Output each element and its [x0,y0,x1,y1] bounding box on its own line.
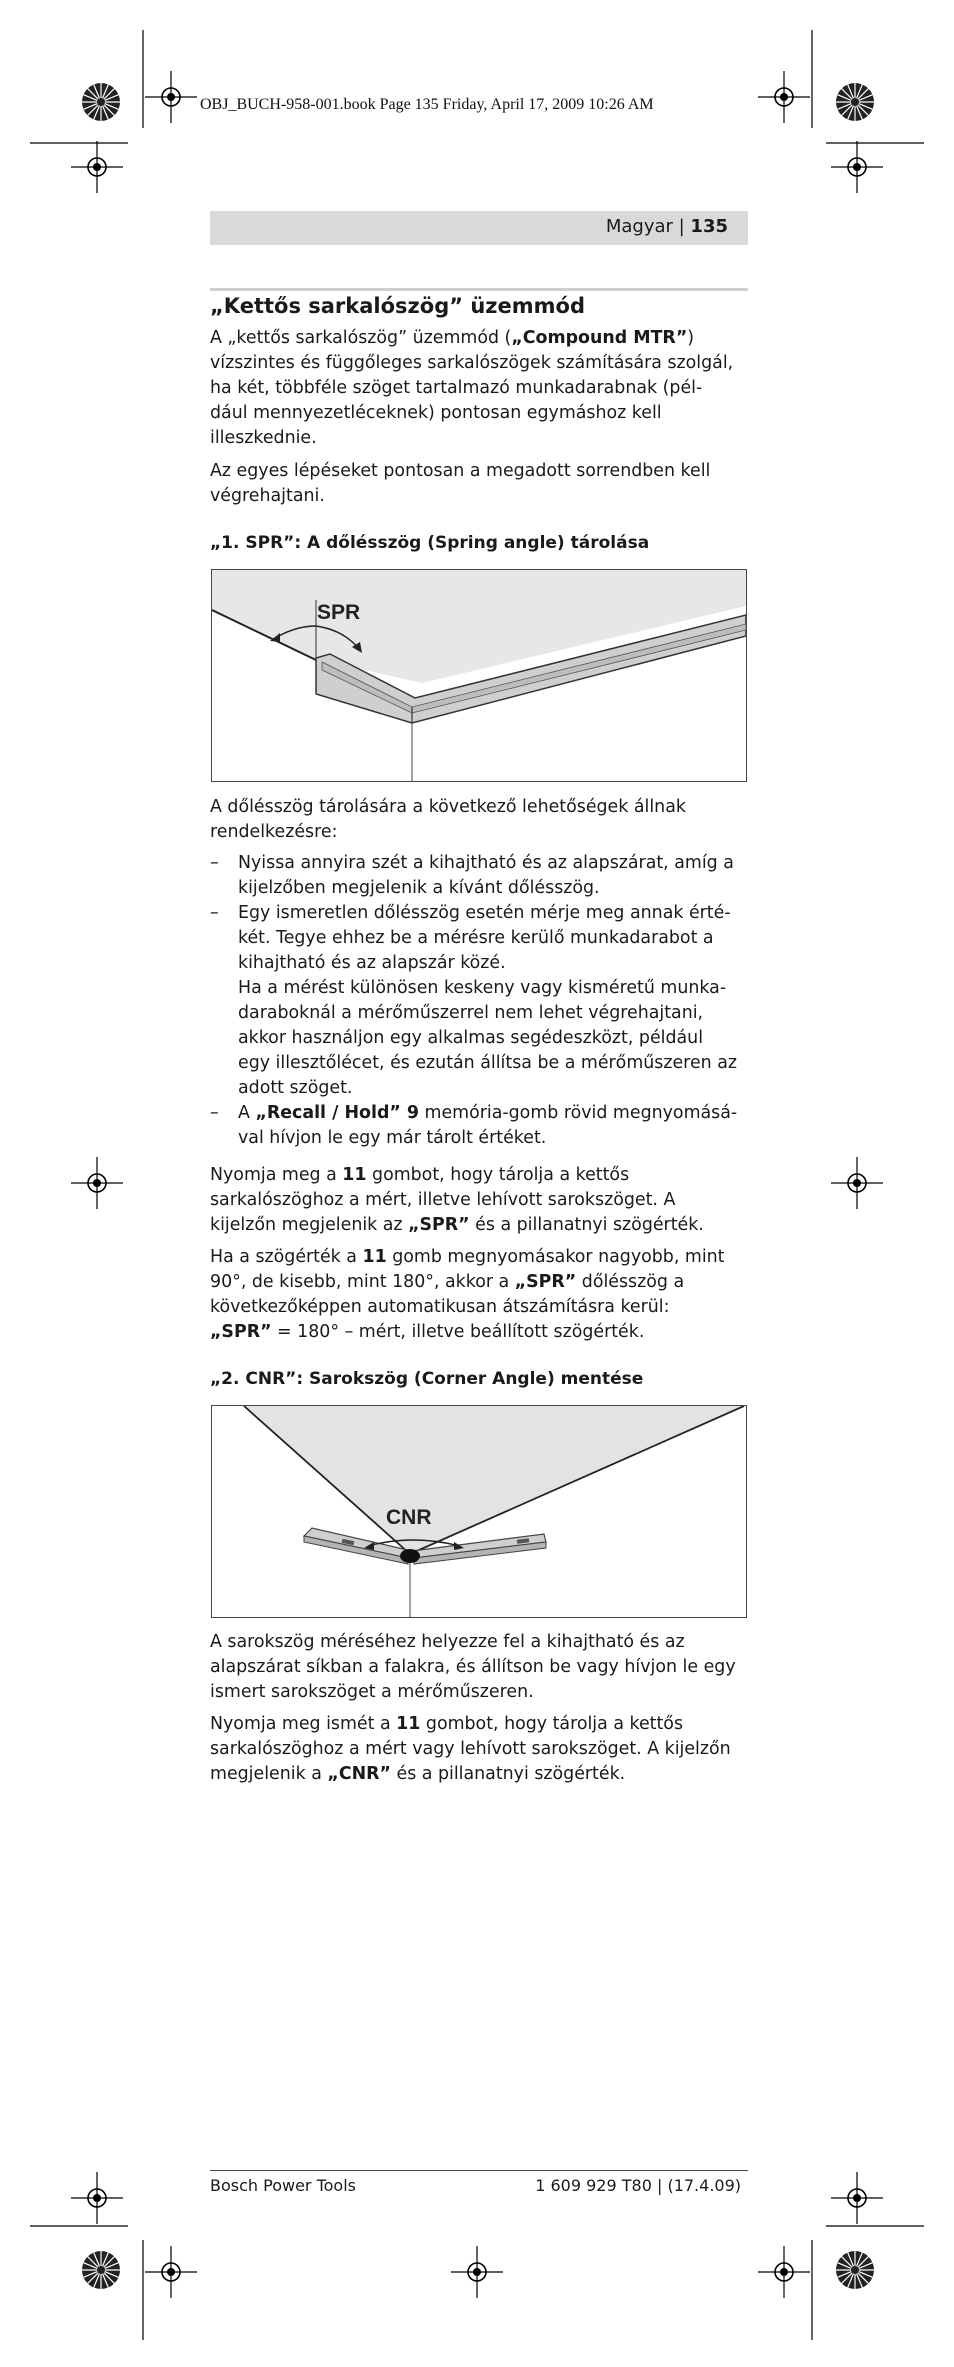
text-run: 90°, de kisebb, mint 180°, akkor a [210,1272,515,1292]
bullet-open-legs [210,851,750,901]
display-ref: „CNR” [327,1764,391,1784]
bullet-line: Egy ismeretlen dőlésszög esetén mérje meg annak érté- [238,903,731,923]
header-separator: | [672,216,691,237]
bullet-dash: – [210,853,219,873]
bullet-line: Nyissa annyira szét a kihajtható és az alapszárat, amíg a [238,853,734,873]
bullet-line: kihajtható és az alapszár közé. [238,953,506,973]
intro-line: illeszkednie. [210,428,317,448]
print-header: OBJ_BUCH-958-001.book Page 135 Friday, April 17, 2009 10:26 AM [200,96,654,113]
calc-paragraph [210,1245,750,1345]
text-line: sarkalószöghoz a mért, illetve lehívott sarokszöget. A [210,1190,676,1210]
text-run: gombot, hogy tárolja a kettős [420,1714,684,1734]
bullet-line: val hívjon le egy már tárolt értéket. [238,1128,547,1148]
bullet-line: kijelzőben megjelenik a kívánt dőlésszög. [238,878,600,898]
text-run: megjelenik a [210,1764,328,1784]
text-line: ismert sarokszöget a mérőműszeren. [210,1682,534,1702]
text-run: Ha a szögérték a [210,1247,363,1267]
bullet-dash: – [210,903,219,923]
bullet-dash: – [210,1103,219,1123]
text-run: és a pillanatnyi szögérték. [469,1215,704,1235]
footer-rule [210,2170,748,2171]
formula: = 180° – mért, illetve beállított szögérték. [271,1322,645,1342]
text-run: és a pillanatnyi szögérték. [390,1764,626,1784]
recall-pre: A [238,1103,256,1123]
button-ref: 11 [342,1165,367,1185]
header-language: Magyar [605,216,673,237]
bullet-line: egy illesztőlécet, és ezután állítsa be a mérőműszeren az [238,1053,737,1073]
text-run: gombot, hogy tárolja a kettős [366,1165,630,1185]
steps-note [210,459,750,509]
bullet-line: Ha a mérést különösen keskeny vagy kisméretű munka- [238,978,727,998]
intro-paragraph [210,326,750,451]
recall-post: memória-gomb rövid megnyomásá- [418,1103,738,1123]
footer-brand: Bosch Power Tools [210,2176,356,2195]
text-run: gomb megnyomásakor nagyobb, mint [386,1247,725,1267]
spr-figure-label: SPR [317,601,361,624]
steps-note-line: végrehajtani. [210,486,325,506]
cnr-figure-label: CNR [386,1506,432,1529]
section-rule [210,288,748,291]
text-run: kijelzőn megjelenik az [210,1215,409,1235]
intro-pre: A „kettős sarkalószög” üzemmód ( [210,328,512,348]
cnr-illustration [212,1406,746,1617]
intro-line: ha két, többféle szöget tartalmazó munkadarabnak (pél- [210,378,703,398]
bullet-line: akkor használjon egy alkalmas segédeszközt, például [238,1028,704,1048]
bullet-line: adott szöget. [238,1078,353,1098]
press-cnr-paragraph [210,1712,750,1787]
spr-figure [211,569,747,782]
intro-post: ) [687,328,695,348]
text-line: sarkalószöghoz a mért vagy lehívott sarokszöget. A kijelzőn [210,1739,731,1759]
bullet-recall [210,1101,750,1151]
intro-line: dául mennyezetléceknek) pontosan egymáshoz kell [210,403,662,423]
step1-heading: „1. SPR”: A dőlésszög (Spring angle) tárolása [210,533,650,553]
button-ref: 11 [362,1247,387,1267]
recall-bold: „Recall / Hold” 9 [255,1103,419,1123]
options-intro [210,795,750,845]
press-spr-paragraph [210,1163,750,1238]
text-run: dőlésszög a [576,1272,685,1292]
text-line: következőképpen automatikusan átszámításra kerül: [210,1297,670,1317]
section-title: „Kettős sarkalószög” üzemmód [210,294,585,318]
display-ref: „SPR” [514,1272,577,1292]
bullet-line: daraboknál a mérőműszerrel nem lehet végrehajtani, [238,1003,704,1023]
intro-bold: „Compound MTR” [511,328,688,348]
corner-measure-paragraph [210,1630,750,1705]
bullet-measure-unknown [210,901,750,1101]
options-intro-line: rendelkezésre: [210,822,338,842]
intro-line: vízszintes és függőleges sarkalószögek számítására szolgál, [210,353,734,373]
step2-heading: „2. CNR”: Sarokszög (Corner Angle) mentése [210,1369,644,1389]
page-number: 135 [690,216,728,237]
text-run: Nyomja meg a [210,1165,343,1185]
display-ref: „SPR” [408,1215,470,1235]
footer-doc-number: 1 609 929 T80 | (17.4.09) [535,2176,741,2195]
text-line: A sarokszög méréséhez helyezze fel a kihajtható és az [210,1632,685,1652]
steps-note-line: Az egyes lépéseket pontosan a megadott sorrendben kell [210,461,711,481]
cnr-figure [211,1405,747,1618]
spr-illustration [212,570,746,781]
button-ref: 11 [396,1714,421,1734]
bullet-line: két. Tegye ehhez be a mérésre kerülő munkadarabot a [238,928,714,948]
display-ref: „SPR” [210,1322,272,1342]
page-header-bar [210,211,748,245]
options-intro-line: A dőlésszög tárolására a következő lehetőségek állnak [210,797,686,817]
text-run: Nyomja meg ismét a [210,1714,397,1734]
text-line: alapszárat síkban a falakra, és állítson be vagy hívjon le egy [210,1657,736,1677]
page-header [606,216,728,237]
